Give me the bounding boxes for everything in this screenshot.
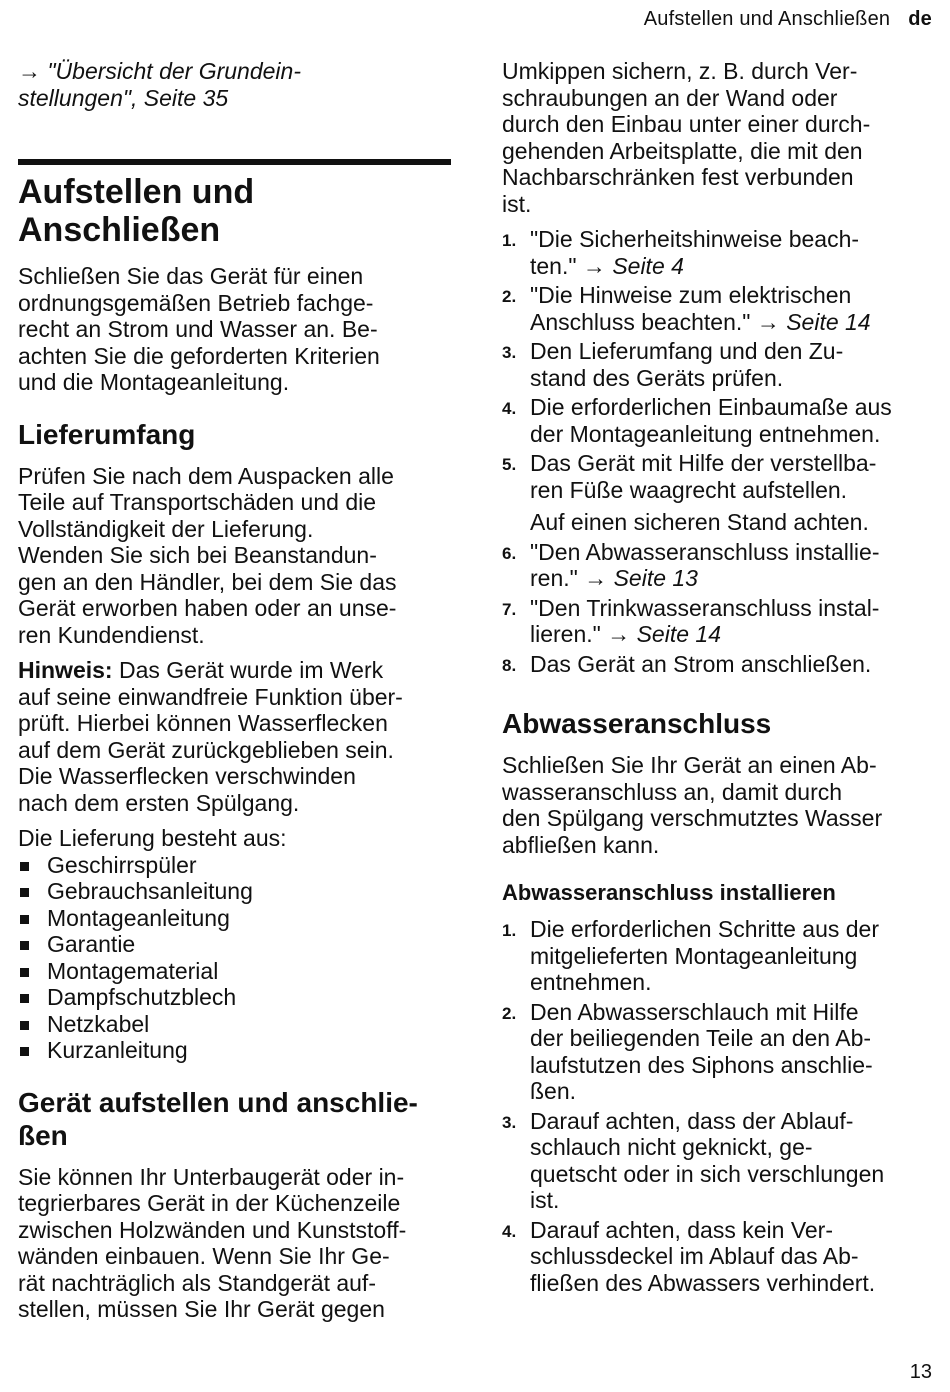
list-item (18, 852, 458, 879)
text-line: schlussdeckel im Ablauf das Ab- (530, 1243, 859, 1269)
text-line: ßen. (530, 1078, 577, 1104)
text-line: Umkippen sichern, z. B. durch Ver- (502, 58, 858, 84)
text-line: Vollständigkeit der Lieferung. (18, 515, 314, 542)
text-line: lieren." (530, 621, 608, 647)
list-item (18, 1011, 458, 1038)
list-item (18, 905, 458, 932)
step-number: 7. (502, 599, 517, 619)
page-reference[interactable]: Seite 14 (636, 621, 721, 647)
install-steps (502, 916, 942, 1296)
step-number: 3. (502, 1112, 517, 1132)
text-line: Das Gerät an Strom anschließen. (530, 650, 872, 677)
bullet-square-icon (20, 968, 29, 977)
bullet-square-icon (20, 915, 29, 924)
text-line: Schließen Sie Ihr Gerät an einen Ab- (502, 752, 877, 778)
text-line: Die erforderlichen Einbaumaße aus (530, 394, 892, 420)
text-line: schlauch nicht geknickt, ge- (530, 1134, 813, 1160)
arrow-right-icon: → (582, 252, 606, 279)
step-item (502, 595, 942, 648)
text-line: Nachbarschränken fest verbunden (502, 164, 854, 190)
text-line: stand des Geräts prüfen. (530, 364, 784, 391)
text-line: wasseranschluss an, damit durch (502, 778, 843, 805)
text-line: Das Gerät mit Hilfe der verstellba- (530, 450, 877, 476)
text-line: Die erforderlichen Schritte aus der (530, 916, 879, 942)
delivery-intro: Die Lieferung besteht aus: (18, 825, 287, 851)
step-number: 4. (502, 399, 517, 418)
text-line: fließen des Abwassers verhindert. (530, 1269, 876, 1296)
intro-paragraph (18, 263, 458, 396)
heading-abwasser-installieren: Abwasseranschluss installieren (502, 880, 836, 905)
step-number: 1. (502, 921, 517, 940)
text-line: laufstutzen des Siphons anschlie- (530, 1051, 873, 1078)
step-item (502, 1217, 942, 1297)
note-label: Hinweis: (18, 657, 113, 683)
list-item-label: Montageanleitung (47, 904, 230, 931)
step-item (502, 338, 942, 391)
setup-steps (502, 226, 942, 503)
step-number: 2. (502, 1003, 517, 1023)
list-item-label: Netzkabel (47, 1010, 150, 1037)
step-item (502, 394, 942, 447)
step-number: 6. (502, 543, 517, 563)
header-language: de (908, 8, 932, 30)
text-line: prüft. Hierbei können Wasserflecken (18, 710, 388, 736)
heading-abwasseranschluss: Abwasseranschluss (502, 708, 772, 739)
page-reference[interactable]: Seite 13 (613, 565, 698, 591)
text-line: Prüfen Sie nach dem Auspacken alle (18, 462, 394, 489)
text-line: Das Gerät wurde im Werk (112, 657, 384, 683)
step-number: 2. (502, 287, 517, 306)
continuation-paragraph (502, 58, 942, 217)
ref-line: → "Übersicht der Grundein- (18, 58, 301, 84)
text-line: ren Kundendienst. (18, 621, 205, 648)
bullet-square-icon (20, 862, 29, 871)
page-number: 13 (909, 1361, 932, 1383)
text-line: "Den Abwasseranschluss installie- (530, 538, 880, 565)
arrow-right-icon: → (607, 621, 631, 647)
text-line: entnehmen. (530, 969, 652, 995)
text-line: auf seine einwandfreie Funktion über- (18, 683, 403, 710)
text-line: "Die Sicherheitshinweise beach- (530, 226, 860, 252)
text-line: recht an Strom und Wasser an. Be- (18, 316, 378, 342)
step-item (502, 999, 942, 1105)
list-item (18, 984, 458, 1011)
list-item (18, 878, 458, 905)
running-header (644, 8, 932, 31)
step-item (502, 539, 942, 592)
heading-line: Anschließen (18, 211, 221, 249)
text-line: gehenden Arbeitsplatte, die mit den (502, 137, 863, 164)
text-line: nach dem ersten Spülgang. (18, 789, 300, 816)
text-line: der Montageanleitung entnehmen. (530, 420, 881, 447)
bullet-square-icon (20, 1021, 29, 1030)
text-line: ordnungsgemäßen Betrieb fachge- (18, 289, 374, 316)
step-item (502, 1108, 942, 1214)
list-item-label: Gebrauchsanleitung (47, 878, 253, 904)
delivery-list (18, 852, 458, 1064)
text-line: mitgelieferten Montageanleitung (530, 942, 858, 969)
text-line: "Die Hinweise zum elektrischen (530, 282, 852, 308)
text-line: Die Wasserflecken verschwinden (18, 763, 356, 789)
text-line: tegrierbares Gerät in der Küchenzeile (18, 1190, 401, 1216)
step-item (502, 450, 942, 503)
bullet-square-icon (20, 1047, 29, 1056)
text-line: ren." (530, 565, 585, 591)
arrow-right-icon: → (756, 308, 780, 335)
text-line: wänden einbauen. Wenn Sie Ihr Ge- (18, 1243, 390, 1269)
abwasser-paragraph (502, 752, 942, 858)
step-item (502, 916, 942, 996)
right-column (502, 58, 942, 1299)
step-number: 1. (502, 231, 517, 250)
text-line: Den Lieferumfang und den Zu- (530, 338, 844, 364)
cross-reference (18, 58, 458, 111)
text-line: Schließen Sie das Gerät für einen (18, 263, 364, 289)
step-number: 3. (502, 343, 517, 362)
text-line: und die Montageanleitung. (18, 369, 290, 395)
text-line: Anschluss beachten." (530, 308, 757, 335)
text-line: Sie können Ihr Unterbaugerät oder in- (18, 1163, 405, 1190)
list-item-label: Geschirrspüler (47, 851, 197, 878)
section-rule (18, 159, 451, 165)
text-line: der beiliegenden Teile an den Ab- (530, 1025, 872, 1051)
text-line: Den Abwasserschlauch mit Hilfe (530, 998, 859, 1025)
list-item-label: Garantie (47, 931, 136, 957)
text-line: Darauf achten, dass kein Ver- (530, 1216, 833, 1243)
text-line: ist. (530, 1187, 560, 1213)
heading-line: ßen (18, 1119, 68, 1151)
text-line: Teile auf Transportschäden und die (18, 489, 377, 515)
list-item-label: Kurzanleitung (47, 1037, 188, 1063)
list-item (18, 931, 458, 958)
text-line: auf dem Gerät zurückgeblieben sein. (18, 736, 394, 763)
text-line: Wenden Sie sich bei Beanstandun- (18, 542, 377, 568)
lieferumfang-paragraph (18, 463, 458, 649)
geraet-paragraph (18, 1164, 458, 1323)
step-item (502, 282, 942, 335)
text-line: achten Sie die geforderten Kriterien (18, 342, 380, 369)
list-item-label: Montagematerial (47, 957, 219, 984)
text-line: ist. (502, 190, 532, 217)
heading-geraet-aufstellen (18, 1086, 458, 1152)
text-line: ten." (530, 252, 583, 279)
step-number: 8. (502, 655, 517, 675)
list-item-label: Dampfschutzblech (47, 984, 237, 1010)
page-reference[interactable]: Seite 14 (786, 308, 871, 335)
bullet-square-icon (20, 888, 29, 897)
setup-steps-continued (502, 539, 942, 678)
text-line: "Den Trinkwasseranschluss instal- (530, 594, 880, 621)
step-item (502, 226, 942, 279)
text-line: gen an den Händler, bei dem Sie das (18, 568, 397, 595)
ref-line: stellungen", Seite 35 (18, 84, 229, 111)
left-column (18, 58, 458, 1332)
step-number: 4. (502, 1221, 517, 1241)
text-line: stellen, müssen Sie Ihr Gerät gegen (18, 1296, 385, 1322)
step-sub-note: Auf einen sicheren Stand achten. (530, 509, 869, 535)
section-heading (18, 173, 458, 249)
page-reference[interactable]: Seite 4 (612, 252, 684, 279)
heading-line: Aufstellen und (18, 173, 255, 211)
text-line: quetscht oder in sich verschlungen (530, 1160, 885, 1187)
step-number: 5. (502, 455, 517, 474)
bullet-square-icon (20, 941, 29, 950)
text-line: abfließen kann. (502, 831, 660, 858)
list-item (18, 958, 458, 985)
step-item (502, 651, 942, 678)
text-line: rät nachträglich als Standgerät auf- (18, 1269, 376, 1296)
text-line: den Spülgang verschmutztes Wasser (502, 805, 883, 831)
list-item (18, 1037, 458, 1064)
heading-line: Gerät aufstellen und anschlie- (18, 1086, 418, 1118)
text-line: durch den Einbau unter einer durch- (502, 111, 871, 137)
heading-lieferumfang: Lieferumfang (18, 418, 196, 450)
bullet-square-icon (20, 994, 29, 1003)
text-line: Darauf achten, dass der Ablauf- (530, 1107, 854, 1134)
text-line: ren Füße waagrecht aufstellen. (530, 476, 848, 503)
text-line: schraubungen an der Wand oder (502, 84, 838, 111)
note-paragraph (18, 657, 458, 816)
arrow-right-icon: → (584, 565, 608, 591)
header-section-title: Aufstellen und Anschließen (643, 8, 891, 30)
text-line: zwischen Holzwänden und Kunststoff- (18, 1216, 407, 1243)
text-line: Gerät erworben haben oder an unse- (18, 595, 397, 621)
